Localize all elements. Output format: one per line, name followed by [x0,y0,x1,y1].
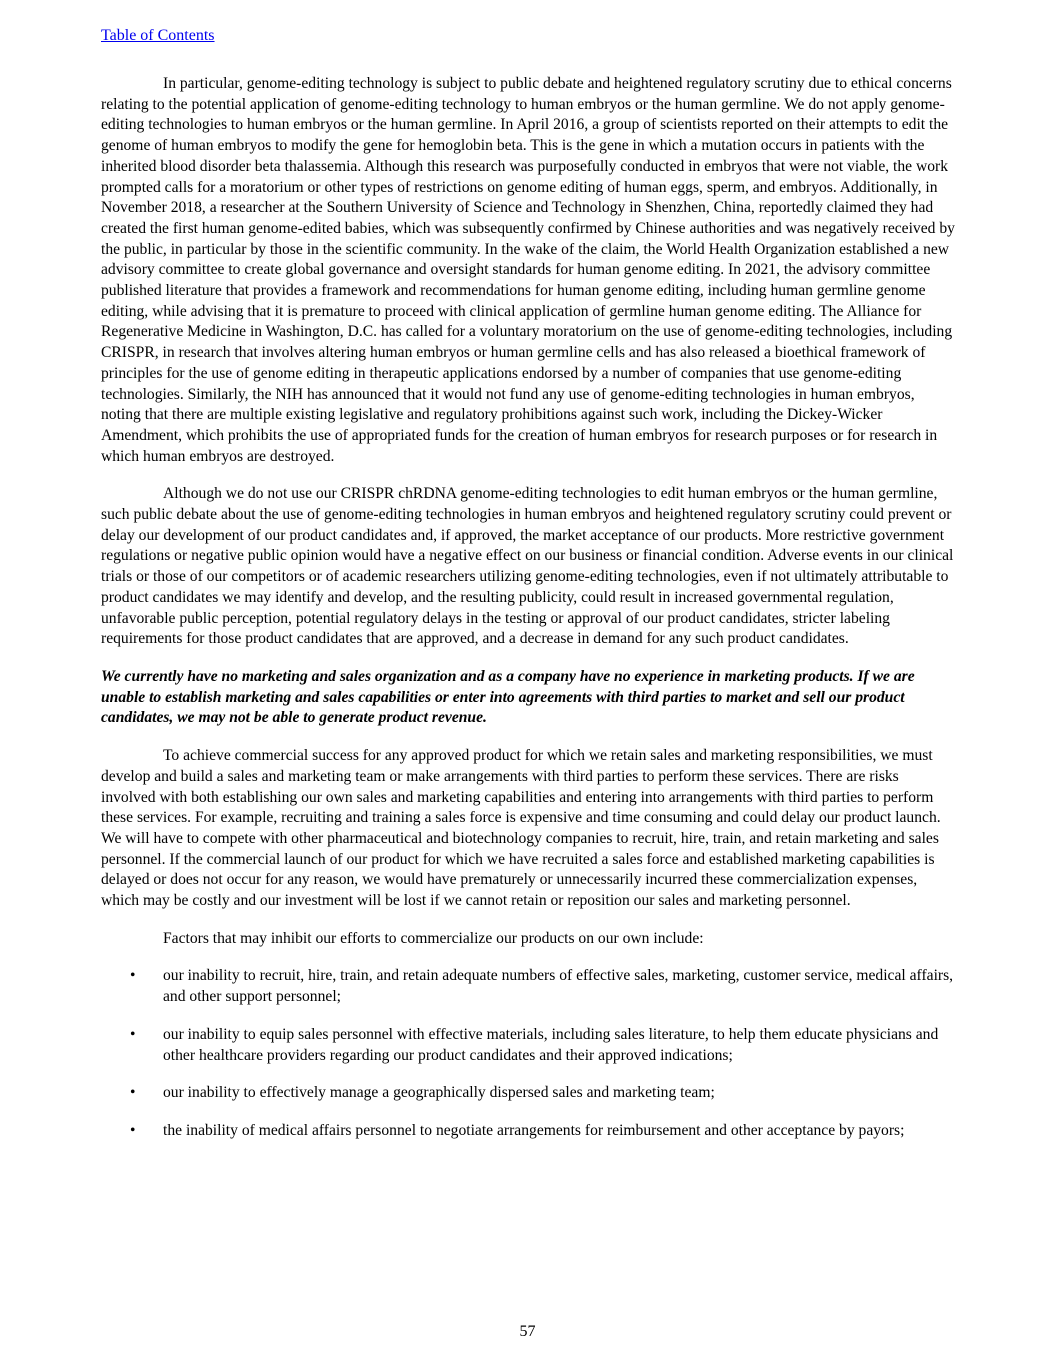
list-item-text: our inability to effectively manage a geographically dispersed sales and marketing team; [163,1084,715,1102]
list-item [101,1083,957,1104]
list-item-text: the inability of medical affairs personnel to negotiate arrangements for reimbursement and other acceptance by payors; [163,1121,905,1139]
paragraph-factors-intro: Factors that may inhibit our efforts to commercialize our products on our own include: [163,929,704,947]
table-of-contents-link[interactable]: Table of Contents [101,27,215,44]
list-item-text: our inability to recruit, hire, train, and retain adequate numbers of effective sales, marketing, customer service, medical affairs, and other support personnel; [163,967,954,1006]
bullet-icon: • [130,1084,136,1102]
list-item [101,1121,957,1142]
list-item-text: our inability to equip sales personnel with effective materials, including sales literature, to help them educate physicians and other healthcare providers regarding our product candidates and their approved indications; [163,1025,939,1064]
bullet-icon: • [130,1121,136,1139]
page-number: 57 [519,1323,536,1340]
list-item [101,966,957,1007]
paragraph-commercial-success: To achieve commercial success for any approved product for which we retain sales and marketing responsibilities, we must develop and build a sales and marketing team or make arrangements with third parties to perform these services. There are risks involved with both establishing our own sales and marketing capabilities and entering into arrangements with third parties to perform these services. For example, recruiting and training a sales force is expensive and time consuming and could delay our product launch. We will have to compete with other pharmaceutical and biotechnology companies to recruit, hire, train, and retain marketing and sales personnel. If the commercial launch of our product for which we have recruited a sales force and established marketing capabilities is delayed or does not occur for any reason, we would have prematurely or unnecessarily incurred these commercialization expenses, which may be costly and our investment will be lost if we cannot retain or reposition our sales and marketing personnel. [101,747,941,910]
risk-factor-heading: We currently have no marketing and sales organization and as a company have no experience in marketing products. If we are unable to establish marketing and sales capabilities or enter into agreements with third parties to market and sell our product candidates, we may not be able to generate product revenue. [101,667,915,727]
list-item [101,1025,957,1066]
paragraph-genome-editing-debate: In particular, genome-editing technology is subject to public debate and heightened regulatory scrutiny due to ethical concerns relating to the potential application of genome-editing technology to human embryos or the human germline. We do not apply genome-editing technologies to human embryos or the human germline. In April 2016, a group of scientists reported on their attempts to edit the genome of human embryos to modify the gene for hemoglobin beta. This is the gene in which a mutation occurs in patients with the inherited blood disorder beta thalassemia. Although this research was purposefully conducted in embryos that were not viable, the work prompted calls for a moratorium or other types of restrictions on genome editing of human eggs, sperm, and embryos. Additionally, in November 2018, a researcher at the Southern University of Science and Technology in Shenzhen, China, reportedly claimed they had created the first human genome-edited babies, which was subsequently confirmed by Chinese authorities and was negatively received by the public, in particular by those in the scientific community. In the wake of the claim, the World Health Organization established a new advisory committee to create global governance and oversight standards for human genome editing. In 2021, the advisory committee published literature that provides a framework and recommendations for human genome editing, including human germline genome editing, while advising that it is premature to proceed with clinical application of germline human genome editing. The Alliance for Regenerative Medicine in Washington, D.C. has called for a voluntary moratorium on the use of genome-editing technologies, including CRISPR, in research that involves altering human embryos or human germline cells and has also released a bioethical framework of principles for the use of genome editing in therapeutic applications endorsed by a number of companies that use genome-editing technologies. Similarly, the NIH has announced that it would not fund any use of genome-editing technologies in human embryos, noting that there are multiple existing legislative and regulatory prohibitions against such work, including the Dickey-Wicker Amendment, which prohibits the use of appropriated funds for the creation of human embryos for research purposes or for research in which human embryos are destroyed. [101,75,955,465]
bullet-icon: • [130,1025,136,1043]
bullet-icon: • [130,967,136,985]
factors-list [101,966,957,1141]
paragraph-public-debate-impact: Although we do not use our CRISPR chRDNA genome-editing technologies to edit human embryos or the human germline, such public debate about the use of genome-editing technologies in human embryos and heightened regulatory scrutiny could prevent or delay our development of our product candidates and, if approved, the market acceptance of our products. More restrictive government regulations or negative public opinion would have a negative effect on our business or financial condition. Adverse events in our clinical trials or those of our competitors or of academic researchers utilizing genome-editing technologies, even if not ultimately attributable to product candidates we may identify and develop, and the resulting publicity, could result in increased governmental regulation, unfavorable public perception, potential regulatory delays in the testing or approval of our product candidates, stricter labeling requirements for those product candidates that are approved, and a decrease in demand for any such product candidates. [101,485,954,648]
page-content [101,74,957,1159]
